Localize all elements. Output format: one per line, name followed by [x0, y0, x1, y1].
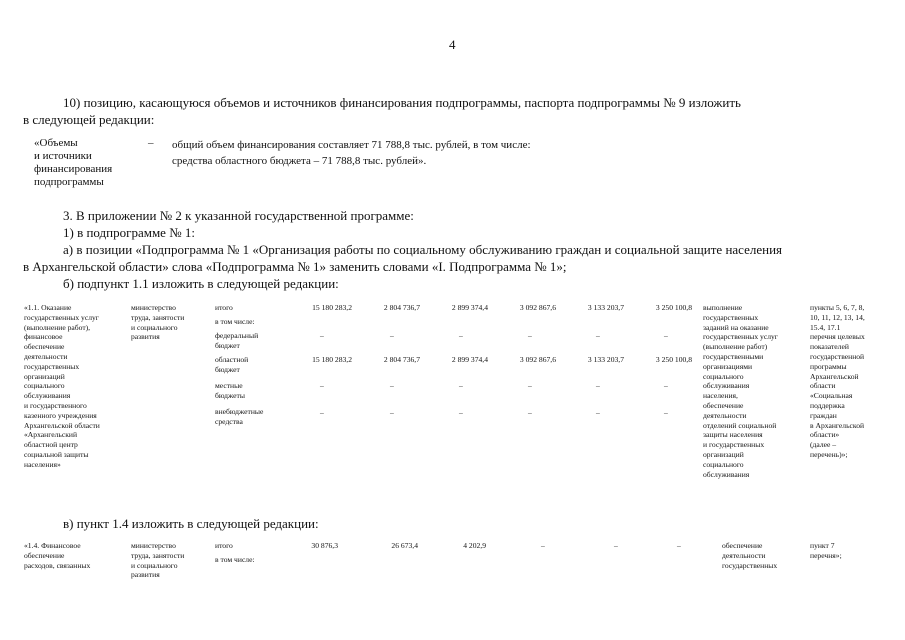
passport-label-line: финансирования — [34, 163, 113, 175]
source-federal — [215, 331, 285, 355]
item-3-b: б) подпункт 1.1 изложить в следующей редакции: — [63, 276, 339, 291]
table1-name-line: (выполнение работ), — [24, 322, 91, 332]
source-extra — [215, 407, 285, 427]
table2-source-line: в том числе: — [215, 555, 255, 564]
table2-value: – — [614, 541, 618, 550]
source-federal-line: федеральный — [215, 331, 259, 340]
table1-target-line: граждан — [810, 410, 837, 420]
table1-result-line: социального — [703, 459, 744, 469]
table1-target-line: в Архангельской — [810, 420, 865, 430]
table1-name-line: казенного учреждения — [24, 410, 97, 420]
table1-extra-dash: – — [528, 408, 532, 417]
table1-name-line: «1.1. Оказание — [24, 303, 72, 312]
passport-label-line: и источники — [34, 150, 92, 162]
source-total: итого — [215, 303, 233, 312]
table1-name-line: «Архангельский — [24, 430, 78, 440]
table1-total-value: 15 180 283,2 — [312, 303, 352, 312]
table2-executor-line: и социального — [131, 560, 178, 570]
table1-name-line: государственных — [24, 361, 80, 371]
table2-targets — [810, 541, 890, 561]
table1-name-line: областной центр — [24, 440, 78, 450]
table1-result-line: защиты населения — [703, 430, 763, 440]
table1-name-line: населения» — [24, 459, 61, 469]
source-extra-line: внебюджетные — [215, 407, 264, 416]
table1-federal-dash: – — [528, 331, 532, 340]
table1-result-line: государственными — [703, 351, 764, 361]
table1-result-line: обслуживания — [703, 381, 750, 391]
table1-name-line: деятельности — [24, 351, 68, 361]
table2-value: 4 202,9 — [463, 541, 486, 550]
table2-result-line: обеспечение — [722, 541, 763, 550]
table1-federal-dash: – — [320, 331, 324, 340]
table1-target-line: показателей — [810, 342, 849, 352]
table1-name-line: обеспечение — [24, 342, 65, 352]
passport-line: средства областного бюджета – 71 788,8 тыс. рублей». — [172, 155, 427, 167]
table1-target-line: Архангельской — [810, 371, 859, 381]
table1-result-line: (выполнение работ) — [703, 342, 768, 352]
table1-local-dash: – — [596, 381, 600, 390]
table1-regional-value: 3 250 100,8 — [655, 355, 692, 364]
table2-executor — [131, 541, 211, 580]
table1-regional-value: 3 092 867,6 — [519, 355, 556, 364]
source-local — [215, 381, 285, 407]
table1-extra-dash: – — [459, 408, 463, 417]
table1-name-line: финансовое — [24, 332, 63, 342]
table1-target-line: перечень)»; — [810, 449, 848, 459]
table1-regional-value: 2 804 736,7 — [383, 355, 420, 364]
table1-result-line: выполнение — [703, 303, 743, 312]
table1-name-line: государственных услуг — [24, 312, 99, 322]
table1-target-line: перечня целевых — [810, 332, 865, 342]
item-10-line1: 10) позицию, касающуюся объемов и источников финансирования подпрограммы, паспорта подпрограммы № 9 изложить — [63, 95, 741, 110]
table1-name-line: и государственного — [24, 400, 87, 410]
source-regional-line: областной — [215, 355, 249, 364]
item-3-c: в) пункт 1.4 изложить в следующей редакции: — [63, 516, 319, 531]
table1-federal-dash: – — [664, 331, 668, 340]
table1-target-line: «Социальная — [810, 391, 853, 401]
table1-extra-dash: – — [390, 408, 394, 417]
table1-total-value: 3 092 867,6 — [519, 303, 556, 312]
table2-value: 30 876,3 — [311, 541, 338, 550]
item-3-1: 1) в подпрограмме № 1: — [63, 225, 195, 240]
table1-local-dash: – — [390, 381, 394, 390]
table1-target-line: области» — [810, 430, 840, 440]
table1-result-line: деятельности — [703, 410, 747, 420]
table1-executor-line: и социального — [131, 322, 178, 332]
table1-name-line: социального — [24, 381, 65, 391]
table1-executor-line: труда, занятости — [131, 312, 185, 322]
table2-name — [24, 541, 124, 570]
table2-value: 26 673,4 — [391, 541, 418, 550]
table1-result-line: государственных — [703, 312, 759, 322]
passport-line: общий объем финансирования составляет 71 788,8 тыс. рублей, в том числе: — [172, 139, 531, 151]
table1-total-value: 2 804 736,7 — [383, 303, 420, 312]
table2-result-line: деятельности — [722, 550, 766, 560]
table1-result-line: заданий на оказание — [703, 322, 769, 332]
table2-result-line: государственных — [722, 560, 778, 570]
table1-target-line: поддержка — [810, 400, 845, 410]
table1-executor-line: министерство — [131, 303, 176, 312]
passport-dash: – — [148, 137, 154, 149]
table2-name-line: расходов, связанных — [24, 560, 91, 570]
table2-name-line: «1.4. Финансовое — [24, 541, 81, 550]
table1-total-value: 2 899 374,4 — [451, 303, 488, 312]
table1-result-line: обеспечение — [703, 400, 744, 410]
source-regional-line: бюджет — [215, 364, 240, 374]
passport-label-line: подпрограммы — [34, 176, 104, 188]
table1-result-line: и государственных — [703, 440, 765, 450]
source-federal-line: бюджет — [215, 340, 240, 350]
table1-name — [24, 303, 124, 470]
table2-value: – — [677, 541, 681, 550]
table1-name-line: обслуживания — [24, 391, 71, 401]
table1-result — [703, 303, 805, 479]
page-number: 4 — [449, 37, 456, 52]
table1-target-line: государственной — [810, 351, 865, 361]
table2-name-line: обеспечение — [24, 550, 65, 560]
table1-result-line: населения, — [703, 391, 738, 401]
passport-label-line: «Объемы — [34, 137, 78, 149]
item-3-a-line1: а) в позиции «Подпрограмма № 1 «Организация работы по социальному обслуживанию граждан и социальной защите населения — [63, 242, 783, 257]
item-3: 3. В приложении № 2 к указанной государственной программе: — [63, 208, 414, 223]
table2-source-line: итого — [215, 541, 233, 550]
source-extra-line: средства — [215, 416, 243, 426]
table2-executor-line: труда, занятости — [131, 550, 185, 560]
table1-regional-value: 15 180 283,2 — [312, 355, 352, 364]
table1-local-dash: – — [664, 381, 668, 390]
table1-result-line: социального — [703, 371, 744, 381]
table1-total-value: 3 250 100,8 — [655, 303, 692, 312]
table1-sources — [215, 303, 285, 427]
table1-executor — [131, 303, 211, 342]
table2-executor-line: министерство — [131, 541, 176, 550]
table1-executor-line: развития — [131, 332, 160, 342]
table1-targets — [810, 303, 892, 460]
table1-local-dash: – — [320, 381, 324, 390]
item-10-line2: в следующей редакции: — [23, 112, 155, 127]
table1-target-line: 15.4, 17.1 — [810, 322, 841, 332]
table1-target-line: пункты 5, 6, 7, 8, — [810, 303, 865, 312]
table1-result-line: организаций — [703, 449, 744, 459]
source-local-line: местные — [215, 381, 243, 390]
table1-extra-dash: – — [596, 408, 600, 417]
table1-regional-value: 3 133 203,7 — [587, 355, 624, 364]
table1-federal-dash: – — [459, 331, 463, 340]
table2-value: – — [541, 541, 545, 550]
table1-target-line: области — [810, 381, 836, 391]
table1-name-line: Архангельской области — [24, 420, 100, 430]
table1-target-line: 10, 11, 12, 13, 14, — [810, 312, 865, 322]
table1-extra-dash: – — [664, 408, 668, 417]
table2-executor-line: развития — [131, 570, 160, 580]
table1-regional-value: 2 899 374,4 — [451, 355, 488, 364]
table2-target-line: перечня»; — [810, 550, 842, 560]
table1-local-dash: – — [459, 381, 463, 390]
item-3-a-line2: в Архангельской области» слова «Подпрограмма № 1» заменить словами «I. Подпрограмма № 1»; — [23, 259, 567, 274]
passport-body — [172, 137, 531, 169]
table1-local-dash: – — [528, 381, 532, 390]
table1-extra-dash: – — [320, 408, 324, 417]
source-local-line: бюджеты — [215, 390, 245, 400]
source-incl: в том числе: — [215, 317, 255, 326]
table1-name-line: социальной защиты — [24, 449, 89, 459]
table1-target-line: программы — [810, 361, 847, 371]
table1-total-value: 3 133 203,7 — [587, 303, 624, 312]
table1-federal-dash: – — [390, 331, 394, 340]
table1-result-line: государственных услуг — [703, 332, 778, 342]
table1-federal-dash: – — [596, 331, 600, 340]
table1-name-line: организаций — [24, 371, 65, 381]
table1-target-line: (далее – — [810, 440, 837, 450]
table1-result-line: обслуживания — [703, 469, 750, 479]
source-regional — [215, 355, 285, 381]
table1-result-line: организациями — [703, 361, 753, 371]
table1-result-line: отделений социальной — [703, 420, 777, 430]
passport-label — [34, 137, 149, 189]
table2-target-line: пункт 7 — [810, 541, 835, 550]
table2-result — [722, 541, 807, 570]
